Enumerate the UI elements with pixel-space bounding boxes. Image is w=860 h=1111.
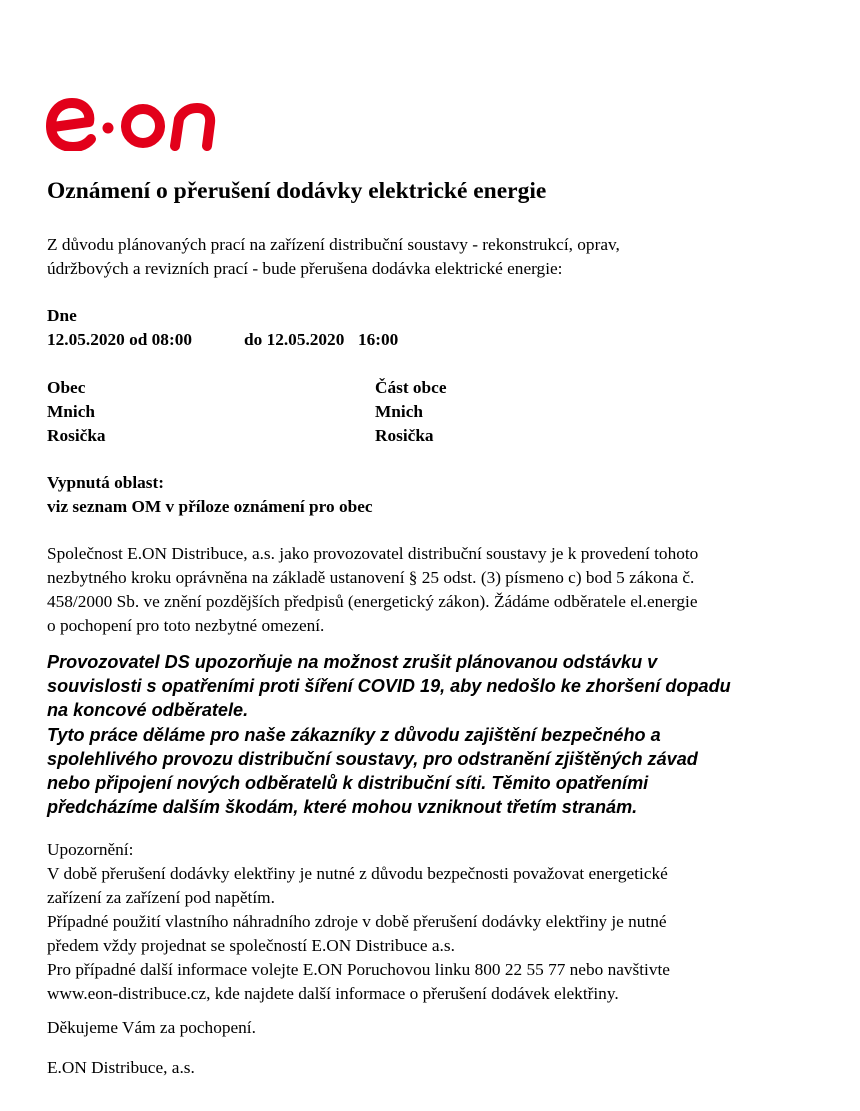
warning-line: zařízení za zařízení pod napětím.: [47, 888, 275, 907]
eon-logo: [45, 95, 227, 151]
area-value: viz seznam OM v příloze oznámení pro obec: [47, 497, 373, 516]
covid-line: souvislosti s opatřeními proti šíření COVID 19, aby nedošlo ke zhoršení dopadu: [47, 676, 731, 697]
covid-line: spolehlivého provozu distribuční soustavy, pro odstranění zjištěných závad: [47, 748, 698, 769]
warning-line: Upozornění:: [47, 840, 134, 859]
warning-line: V době přerušení dodávky elektřiny je nutné z důvodu bezpečnosti považovat energetické: [47, 864, 668, 883]
date-label: Dne: [47, 306, 77, 325]
page-title: Oznámení o přerušení dodávky elektrické energie: [47, 178, 547, 204]
covid-line: nebo připojení nových odběratelů k distribuční síti. Těmito opatřeními: [47, 773, 649, 794]
covid-line: předcházíme dalším škodám, které mohou vzniknout třetím stranám.: [47, 797, 638, 818]
cast-obce-value: Mnich: [375, 402, 424, 421]
obec-label: Obec: [47, 378, 86, 397]
warning-line: Pro případné další informace volejte E.ON Poruchovou linku 800 22 55 77 nebo navštivte: [47, 960, 670, 979]
legal-paragraph: [47, 542, 698, 638]
warning-line: www.eon-distribuce.cz, kde najdete další informace o přerušení dodávek elektřiny.: [47, 984, 619, 1003]
legal-line: 458/2000 Sb. ve znění pozdějších předpisů (energetický zákon). Žádáme odběratele el.energie: [47, 592, 698, 611]
legal-line: o pochopení pro toto nezbytné omezení.: [47, 616, 325, 635]
legal-line: Společnost E.ON Distribuce, a.s. jako provozovatel distribuční soustavy je k provedení tohoto: [47, 544, 699, 563]
date-to: do 12.05.2020: [244, 330, 345, 349]
intro-line: údržbových a revizních prací - bude přerušena dodávka elektrické energie:: [47, 259, 563, 278]
signature-text: E.ON Distribuce, a.s.: [47, 1058, 195, 1077]
covid-line: na koncové odběratele.: [47, 700, 249, 721]
legal-line: nezbytného kroku oprávněna na základě ustanovení § 25 odst. (3) písmeno c) bod 5 zákona č.: [47, 568, 695, 587]
cast-obce-value: Rosička: [375, 426, 434, 445]
intro-paragraph: [47, 233, 620, 281]
date-from: 12.05.2020 od 08:00: [47, 330, 192, 349]
warning-line: předem vždy projednat se společností E.ON Distribuce a.s.: [47, 936, 455, 955]
thanks-text: Děkujeme Vám za pochopení.: [47, 1018, 256, 1037]
covid-notice: [47, 650, 731, 819]
intro-line: Z důvodu plánovaných prací na zařízení distribuční soustavy - rekonstrukcí, oprav,: [47, 235, 620, 254]
covid-line: Provozovatel DS upozorňuje na možnost zrušit plánovanou odstávku v: [47, 652, 658, 672]
obec-value: Mnich: [47, 402, 96, 421]
warning-line: Případné použití vlastního náhradního zdroje v době přerušení dodávky elektřiny je nutné: [47, 912, 667, 931]
time-to: 16:00: [358, 330, 399, 349]
covid-line: Tyto práce děláme pro naše zákazníky z důvodu zajištění bezpečného a: [47, 724, 661, 745]
warning-paragraph: [47, 838, 670, 1006]
area-label: Vypnutá oblast:: [47, 473, 165, 492]
cast-obce-label: Část obce: [375, 378, 447, 397]
obec-value: Rosička: [47, 426, 106, 445]
